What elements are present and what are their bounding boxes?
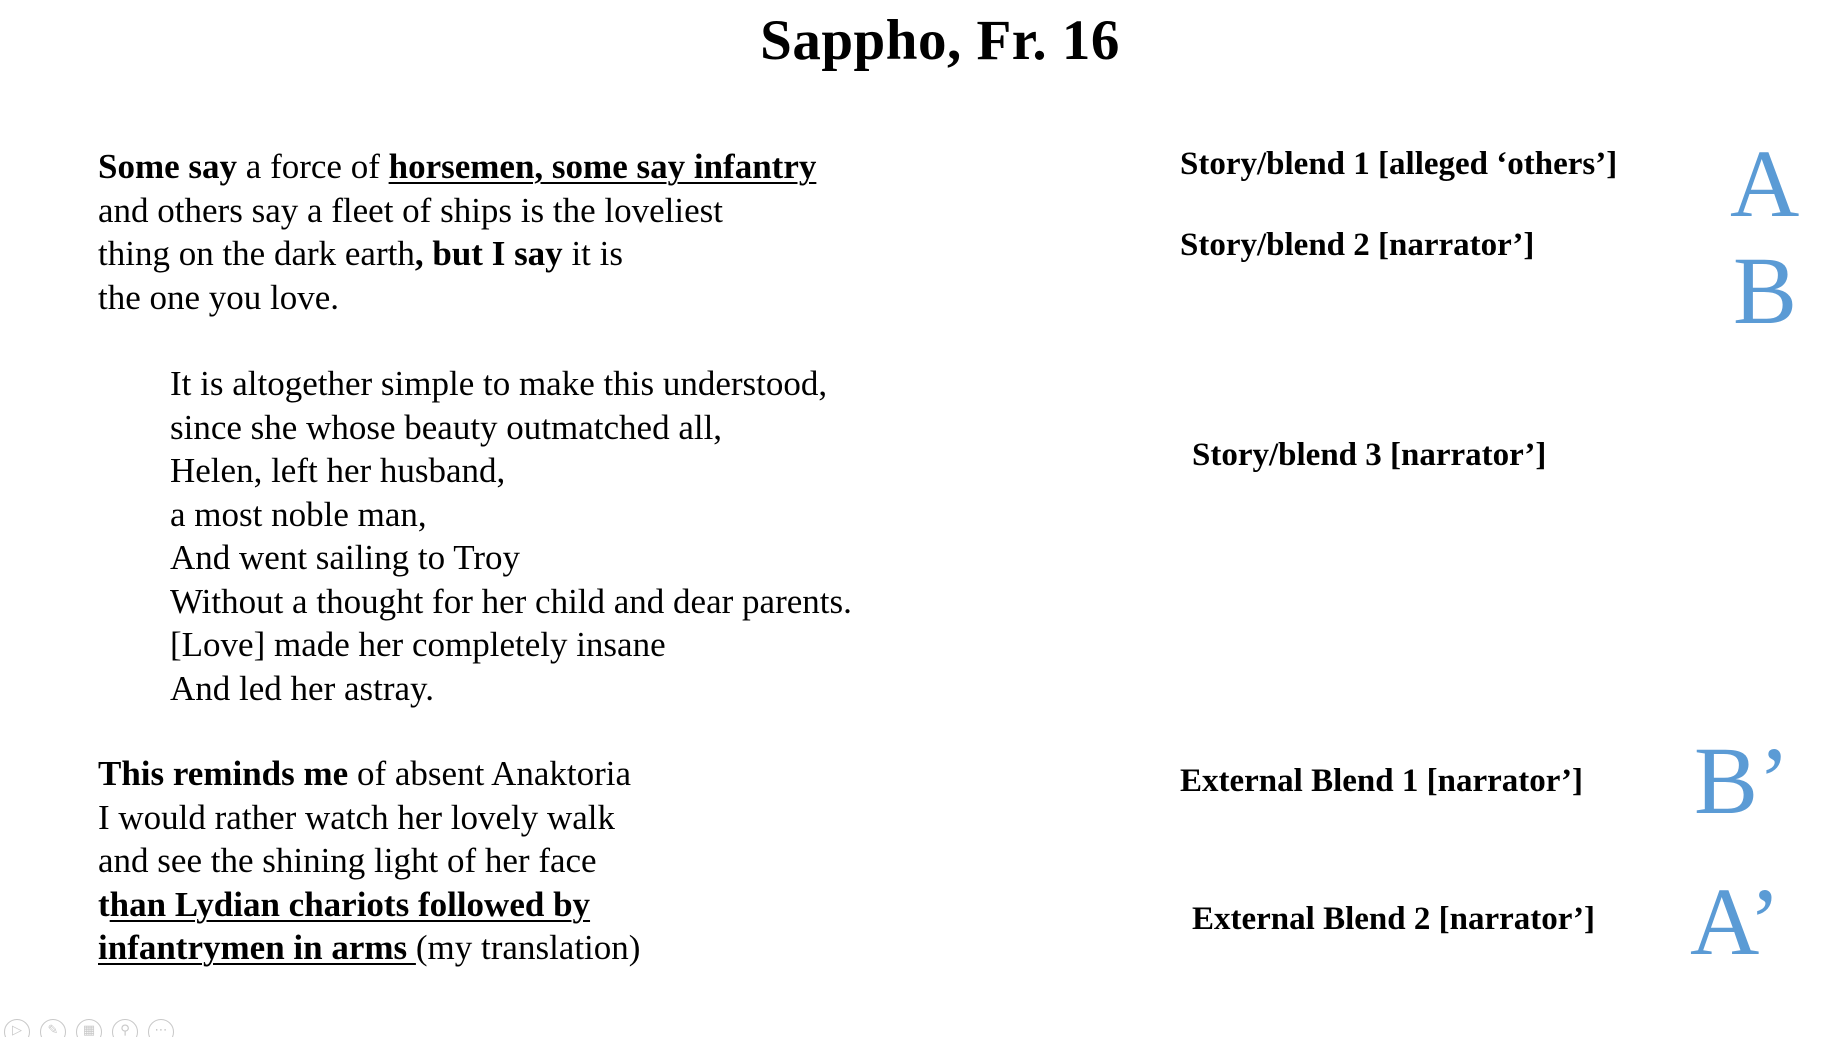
story-blend-2-label: Story/blend 2 [narrator’]	[1180, 227, 1535, 263]
stanza-2-line-4: a most noble man,	[170, 494, 427, 534]
letter-a-marker: A	[1730, 130, 1800, 237]
zoom-icon[interactable]: ⚲	[112, 1019, 138, 1037]
stanza-1-line-4: the one you love.	[98, 277, 340, 317]
plain-text: (my translation)	[415, 928, 641, 967]
stanza-3-line-3: and see the shining light of her face	[98, 841, 597, 880]
emphasis-text: This reminds me	[98, 754, 349, 793]
external-blend-2-label: External Blend 2 [narrator’]	[1192, 901, 1595, 937]
letter-b-marker: B	[1733, 237, 1798, 344]
stanza-2-line-8: And led her astray.	[170, 668, 435, 708]
stanza-2-line-1: It is altogether simple to make this understood,	[170, 364, 828, 403]
story-blend-1-label: Story/blend 1 [alleged ‘others’]	[1180, 146, 1618, 182]
emphasis-text: , but I say	[414, 234, 563, 273]
stanza-1	[98, 145, 816, 319]
slide-title: Sappho, Fr. 16	[760, 9, 1120, 72]
external-blend-1-label: External Blend 1 [narrator’]	[1180, 763, 1583, 799]
more-icon[interactable]: ⋯	[148, 1019, 174, 1037]
presentation-toolbar	[4, 1017, 174, 1037]
pen-icon[interactable]: ✎	[40, 1019, 66, 1037]
grid-icon[interactable]: ▦	[76, 1019, 102, 1037]
stanza-2-line-6: Without a thought for her child and dear parents.	[170, 581, 852, 621]
underlined-emphasis-text: horsemen, some say infantry	[388, 147, 817, 186]
letter-b-prime-marker: B’	[1694, 727, 1790, 834]
plain-text: a force of	[237, 147, 389, 186]
stanza-2-line-2: since she whose beauty outmatched all,	[170, 407, 723, 447]
stanza-3-line-2: I would rather watch her lovely walk	[98, 797, 616, 837]
stanza-2-line-3: Helen, left her husband,	[170, 451, 506, 490]
story-blend-3-label: Story/blend 3 [narrator’]	[1192, 437, 1547, 473]
stanza-2-line-7: [Love] made her completely insane	[170, 625, 666, 664]
stanza-1-line-3	[98, 232, 816, 276]
stanza-3-line-1	[98, 752, 640, 796]
stanza-1-line-2: and others say a fleet of ships is the loveliest	[98, 190, 723, 230]
emphasis-text: Some say	[98, 147, 238, 186]
letter-a-prime-marker: A’	[1690, 868, 1781, 975]
stanza-1-line-1	[98, 145, 816, 189]
emphasis-text: t	[98, 884, 110, 924]
stanza-3	[98, 752, 640, 970]
play-icon[interactable]: ▷	[4, 1019, 30, 1037]
stanza-3-line-4	[98, 883, 640, 927]
plain-text: thing on the dark earth	[98, 234, 415, 273]
stanza-2	[170, 362, 852, 710]
plain-text: it is	[562, 234, 623, 273]
stanza-2-line-5: And went sailing to Troy	[170, 538, 521, 577]
underlined-emphasis-text: han Lydian chariots followed by	[109, 884, 591, 924]
underlined-emphasis-text: infantrymen in arms	[98, 928, 416, 967]
stanza-3-line-5	[98, 926, 640, 970]
plain-text: of absent Anaktoria	[348, 754, 632, 793]
